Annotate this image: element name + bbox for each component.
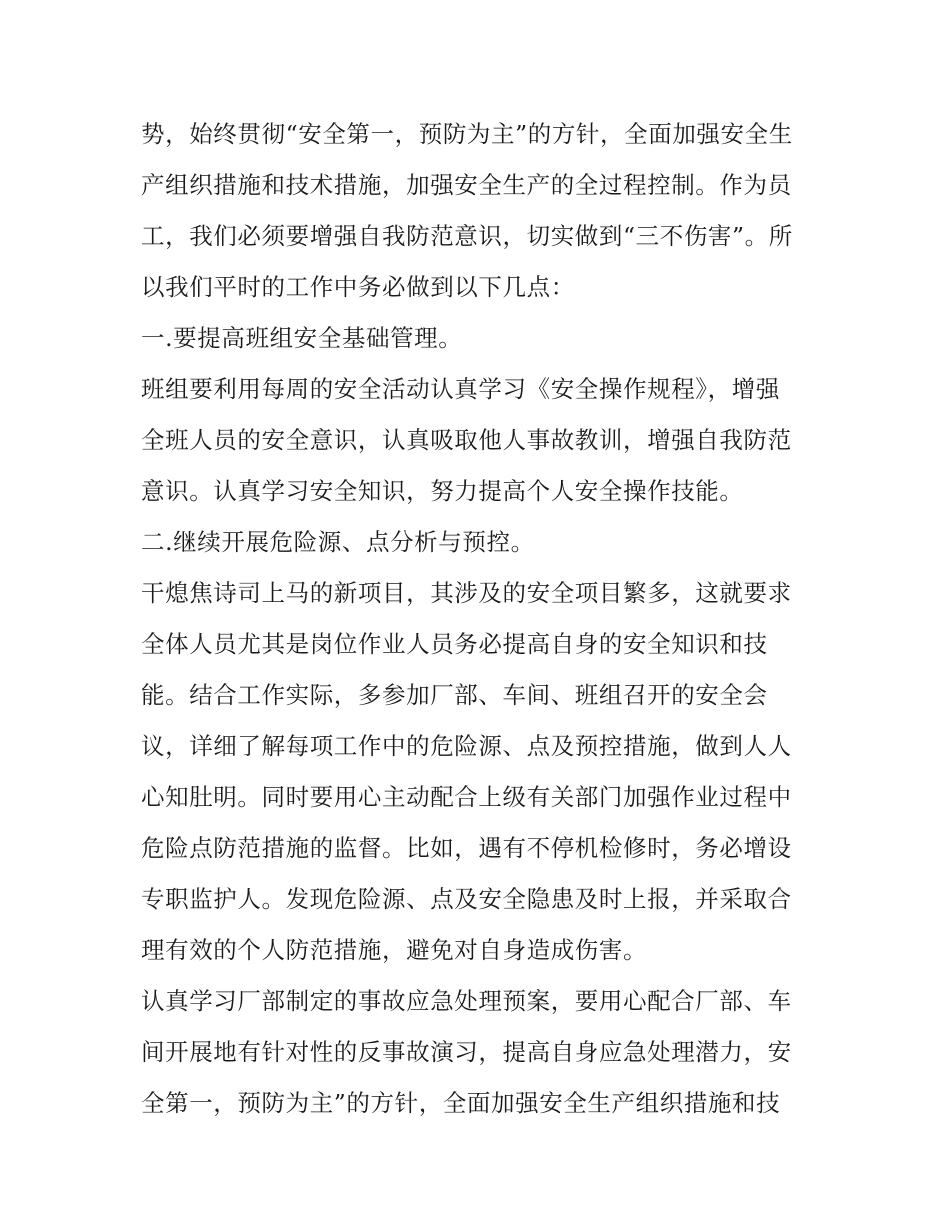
text-line: 产组织措施和技术措施，加强安全生产的全过程控制。作为员: [141, 171, 792, 199]
text-line: 意识。认真学习安全知识，努力提高个人安全操作技能。: [141, 477, 744, 505]
text-line: 认真学习厂部制定的事故应急处理预案，要用心配合厂部、车: [141, 987, 792, 1015]
text-line: 能。结合工作实际，多参加厂部、车间、班组召开的安全会: [141, 681, 768, 709]
section-heading-1: 一.要提高班组安全基础管理。: [141, 324, 463, 352]
text-line: 工，我们必须要增强自我防范意识，切实做到“三不伤害”。所: [141, 222, 793, 250]
text-line: 全体人员尤其是岗位作业人员务必提高自身的安全知识和技: [141, 630, 768, 658]
text-line: 危险点防范措施的监督。比如，遇有不停机检修时，务必增设: [141, 834, 792, 862]
text-line: 专职监护人。发现危险源、点及安全隐患及时上报，并采取合: [141, 885, 792, 913]
text-line: 心知肚明。同时要用心主动配合上级有关部门加强作业过程中: [141, 783, 792, 811]
text-line: 议，详细了解每项工作中的危险源、点及预控措施，做到人人: [141, 732, 792, 760]
text-line: 以我们平时的工作中务必做到以下几点：: [141, 273, 575, 301]
section-heading-2: 二.继续开展危险源、点分析与预控。: [141, 528, 535, 556]
text-line: 理有效的个人防范措施，避免对自身造成伤害。: [141, 936, 648, 964]
text-line: 班组要利用每周的安全活动认真学习《安全操作规程》，增强: [141, 375, 780, 403]
body-text: [141, 109, 821, 1129]
text-line: 干熄焦诗司上马的新项目，其涉及的安全项目繁多，这就要求: [141, 579, 792, 607]
text-line: 势，始终贯彻“安全第一，预防为主”的方针，全面加强安全生: [141, 120, 793, 148]
text-line: 间开展地有针对性的反事故演习，提高自身应急处理潜力，安: [141, 1038, 792, 1066]
text-line: 全第一，预防为主”的方针，全面加强安全生产组织措施和技: [141, 1089, 781, 1117]
text-line: 全班人员的安全意识，认真吸取他人事故教训，增强自我防范: [141, 426, 792, 454]
